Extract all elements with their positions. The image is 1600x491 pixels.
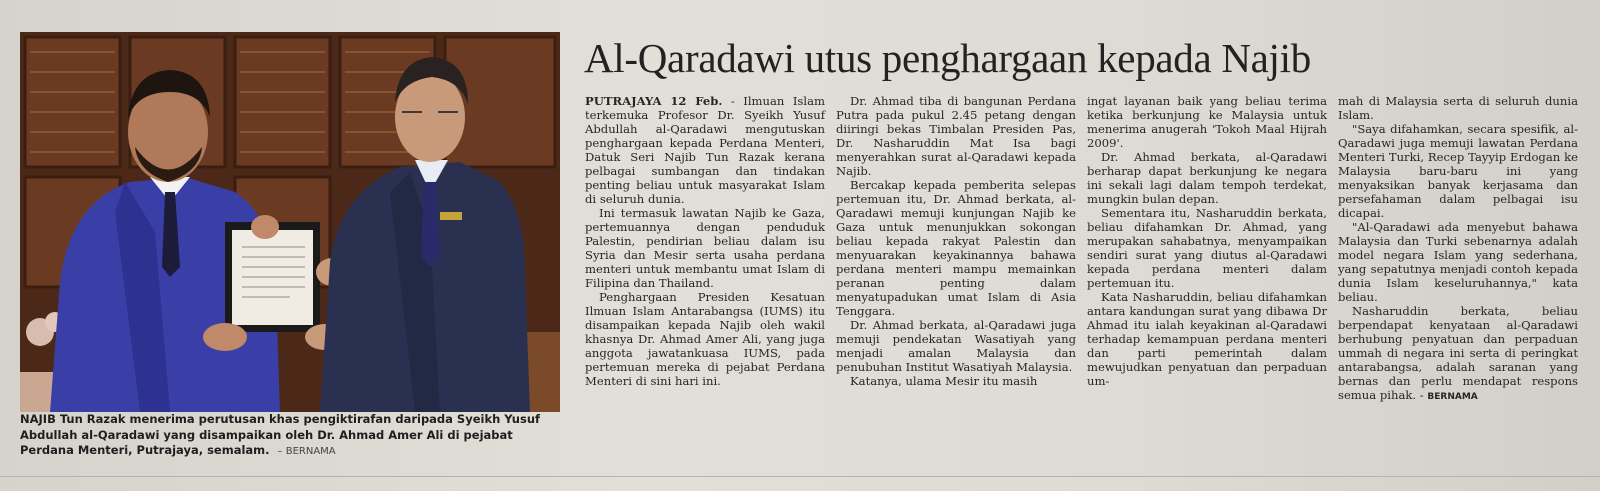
- paragraph: Dr. Ahmad berkata, al-Qaradawi juga memuji pendekatan Wasatiyah yang menjadi amalan Malaysia dan penubuhan Institut Wasatiyah Malaysia.: [836, 318, 1076, 374]
- news-photo: [20, 32, 560, 412]
- paragraph: ingat layanan baik yang beliau terima ketika berkunjung ke Malaysia untuk menerima anugerah 'Tokoh Maal Hijrah 2009'.: [1087, 94, 1327, 150]
- paragraph: Bercakap kepada pemberita selepas pertemuan itu, Dr. Ahmad berkata, al-Qaradawi memuji kunjungan Najib ke Gaza untuk menunjukkan sokongan beliau kepada rakyat Palestin dan menyuarakan keyakinannya bahawa perdana menteri mampu memainkan peranan penting dalam menyatupadukan umat Islam di Asia Tenggara.: [836, 178, 1076, 318]
- article-column-4: [1338, 94, 1578, 474]
- paragraph: Ini termasuk lawatan Najib ke Gaza, pertemuannya dengan penduduk Palestin, pendirian beliau dalam isu Syria dan Mesir serta usaha perdana menteri untuk membantu umat Islam di Filipina dan Thailand.: [585, 206, 825, 290]
- paragraph: Kata Nasharuddin, beliau difahamkan antara kandungan surat yang dibawa Dr Ahmad itu ialah keyakinan al-Qaradawi terhadap kemampuan perdana menteri dan parti pemerintah dalam mewujudkan penyatuan dan perpaduan um-: [1087, 290, 1327, 388]
- paragraph: Katanya, ulama Mesir itu masih: [850, 374, 1038, 388]
- paragraph: Penghargaan Presiden Kesatuan Ilmuan Islam Antarabangsa (IUMS) itu disampaikan kepada Najib oleh wakil khasnya Dr. Ahmad Amer Ali, yang juga anggota jawatankuasa IUMS, pada pertemuan mereka di pejabat Perdana Menteri di sini hari ini.: [585, 290, 825, 388]
- paragraph: "Al-Qaradawi ada menyebut bahawa Malaysia dan Turki sebenarnya adalah model negara Islam yang sederhana, yang sepatutnya menjadi contoh kepada dunia Islam keseluruhannya," kata beliau.: [1338, 220, 1578, 304]
- article-headline: Al-Qaradawi utus penghargaan kepada Najib: [584, 35, 1311, 81]
- page-fold-rule: [0, 476, 1600, 477]
- paragraph: Dr. Ahmad tiba di bangunan Perdana Putra pada pukul 2.45 petang dengan diiringi bekas Timbalan Presiden Pas, Dr. Nasharuddin Mat Isa bagi menyerahkan surat al-Qaradawi kepada Najib.: [836, 94, 1076, 178]
- caption-text: NAJIB Tun Razak menerima perutusan khas pengiktirafan daripada Syeikh Yusuf Abdullah al-Qaradawi yang disampaikan oleh Dr. Ahmad Amer Ali di pejabat Perdana Menteri, Putrajaya, semalam.: [20, 412, 541, 457]
- article-body: [585, 94, 1585, 474]
- paragraph: Nasharuddin berkata, beliau berpendapat kenyataan al-Qaradawi berhubung penyatuan dan perpaduan ummah di negara ini serta di peringkat antarabangsa, adalah saranan yang bernas dan perlu mendapat respons semua pihak. - BERNAMA: [1338, 304, 1578, 402]
- byline: BERNAMA: [1427, 392, 1478, 402]
- article-column-1: [585, 94, 825, 474]
- paragraph: Dr. Ahmad berkata, al-Qaradawi berharap dapat berkunjung ke negara ini sekali lagi dalam tempoh terdekat, mungkin bulan depan.: [1087, 150, 1327, 206]
- dateline: PUTRAJAYA 12 Feb.: [585, 94, 723, 108]
- photo-caption: [20, 412, 560, 460]
- article-column-3: [1087, 94, 1327, 474]
- paragraph: "Saya difahamkan, secara spesifik, al-Qaradawi juga memuji lawatan Perdana Menteri Turki, Recep Tayyip Erdogan ke Malaysia baru-baru ini yang menyaksikan banyak kerjasama dan persefahaman dalam pelbagai isu dicapai.: [1338, 122, 1578, 220]
- paragraph: mah di Malaysia serta di seluruh dunia Islam.: [1338, 94, 1578, 122]
- paragraph: PUTRAJAYA 12 Feb. - Ilmuan Islam terkemuka Profesor Dr. Syeikh Yusuf Abdullah al-Qaradawi mengutuskan penghargaan kepada Perdana Menteri, Datuk Seri Najib Tun Razak kerana pelbagai sumbangan dan tindakan penting beliau untuk masyarakat Islam di seluruh dunia.: [585, 94, 825, 206]
- caption-credit: – BERNAMA: [277, 446, 336, 457]
- article-column-2: [836, 94, 1076, 474]
- paragraph: Sementara itu, Nasharuddin berkata, beliau difahamkan Dr. Ahmad, yang merupakan sahabatnya, menyampaikan sendiri surat yang diutus al-Qaradawi kepada perdana menteri dalam pertemuan itu.: [1087, 206, 1327, 290]
